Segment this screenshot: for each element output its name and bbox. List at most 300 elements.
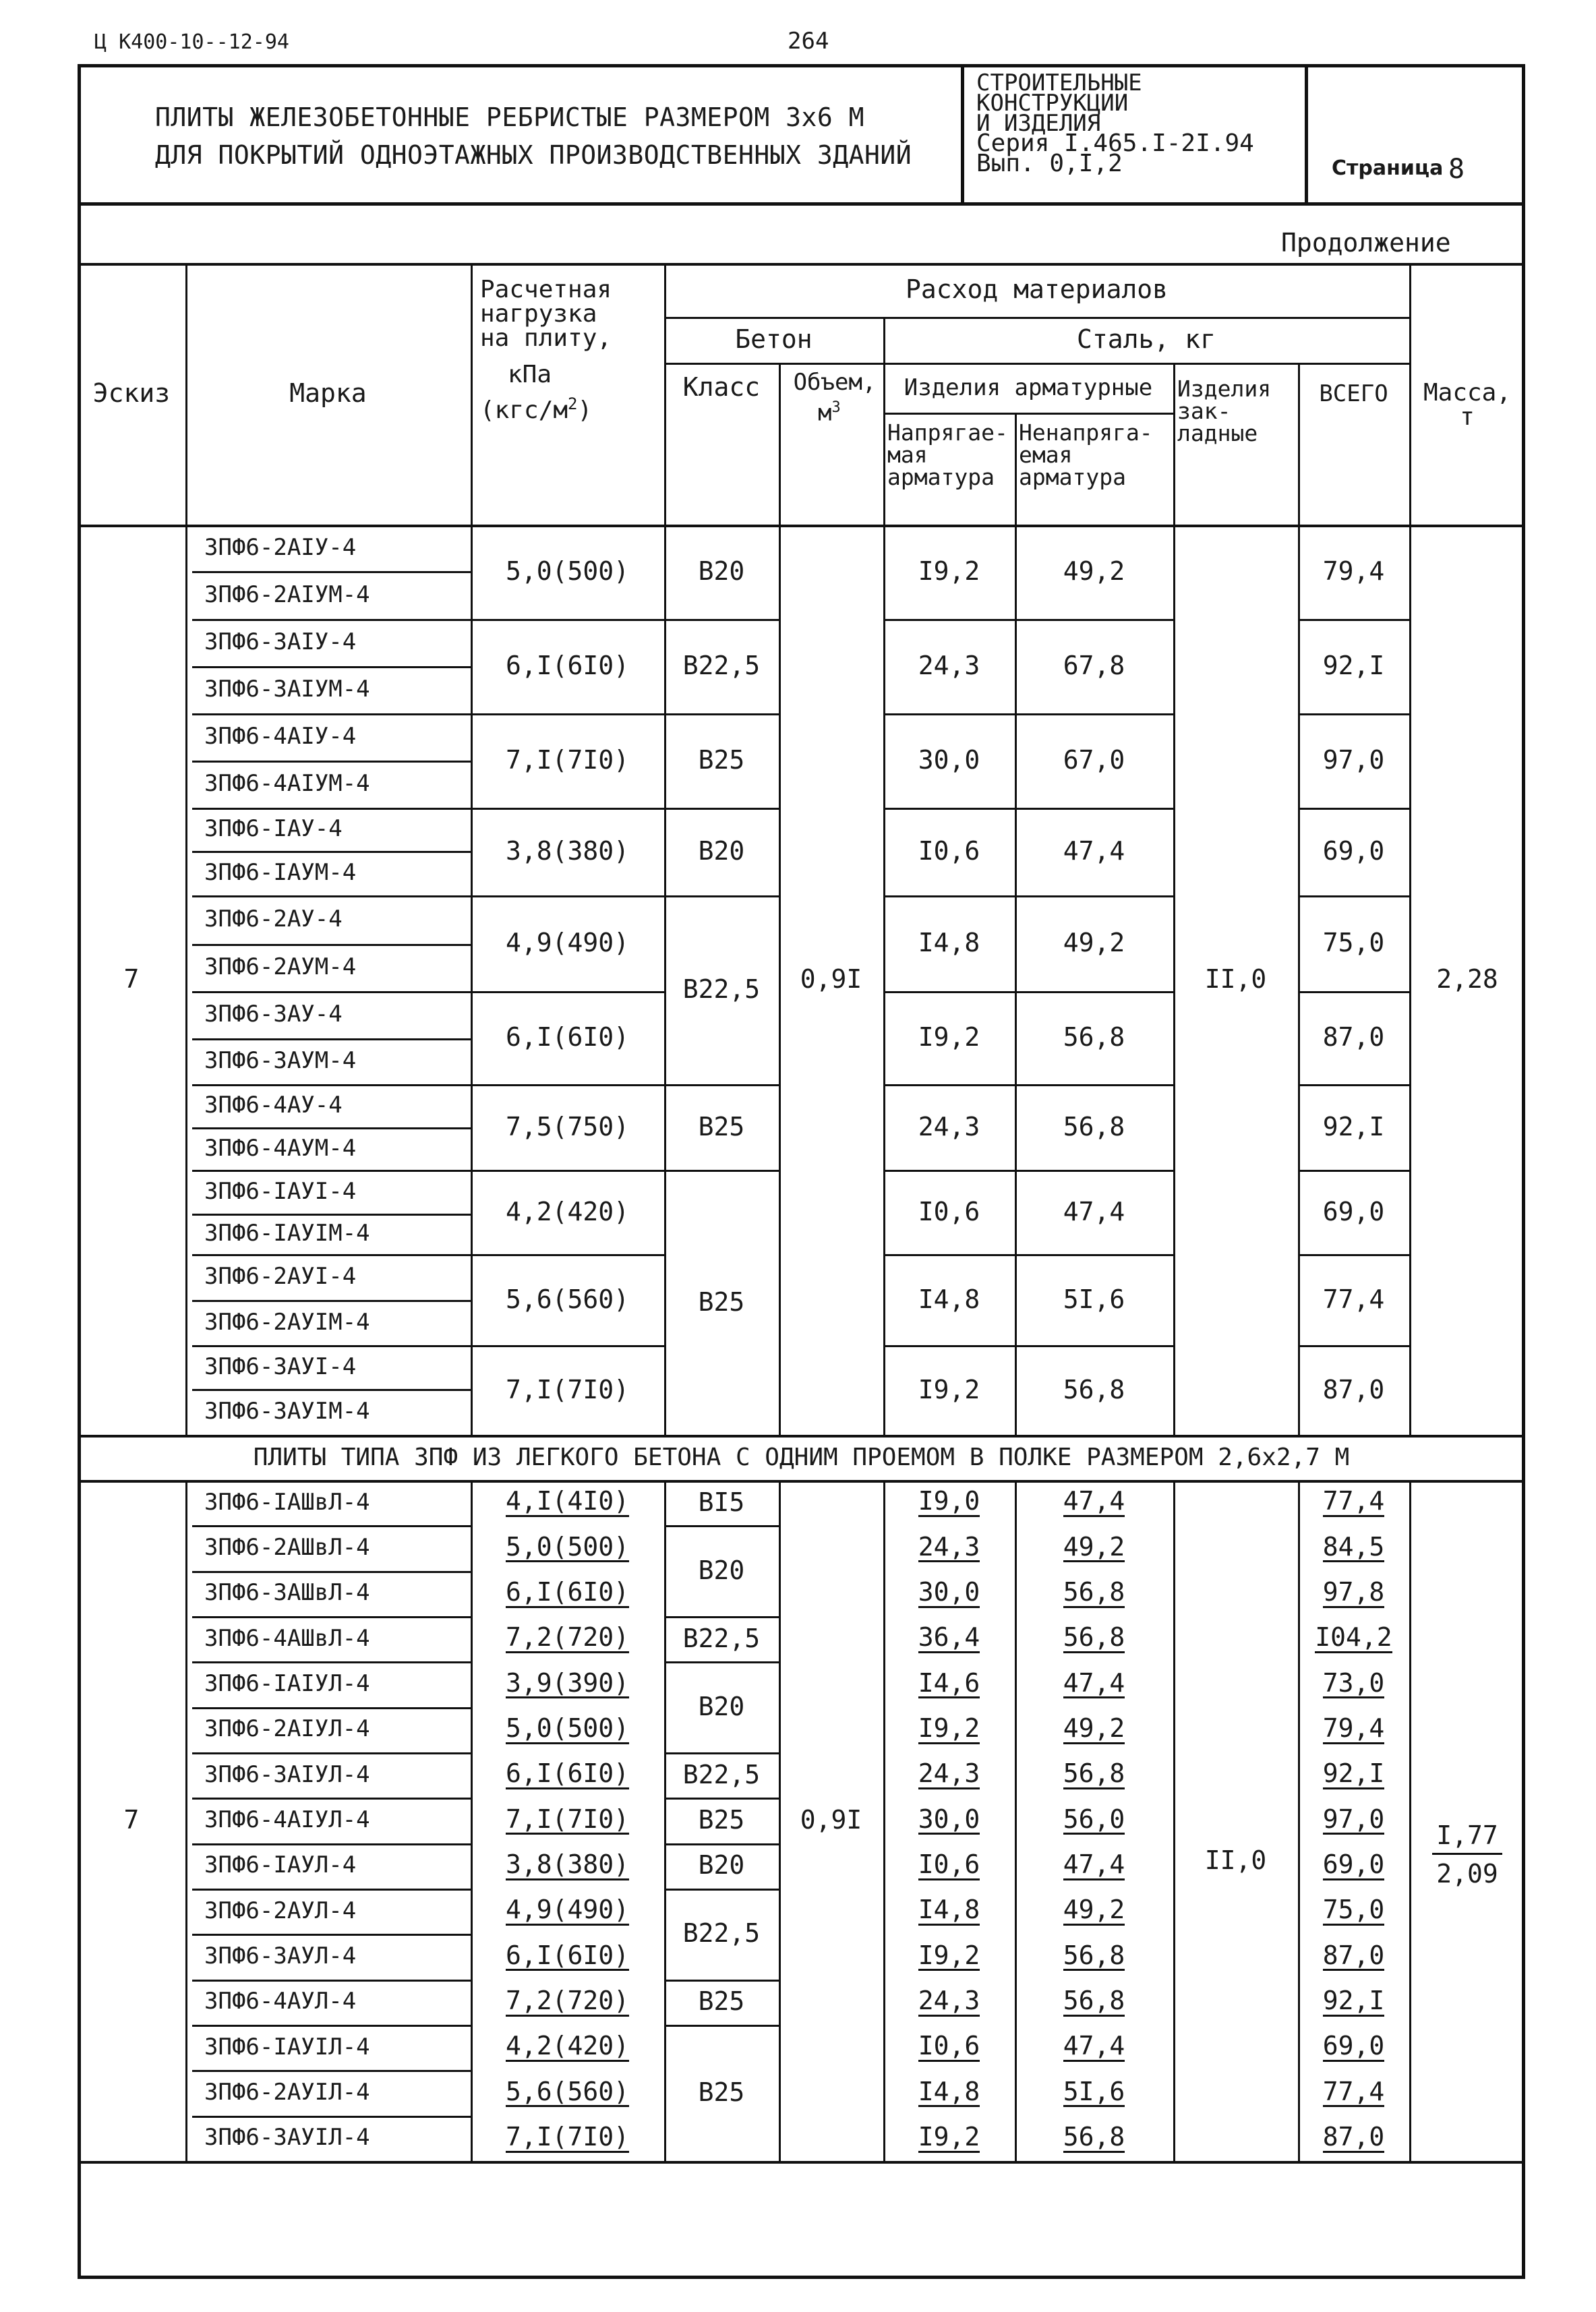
mark-code: 3ПФ6-IАУМ-4 [204, 859, 357, 887]
mark-code: 3ПФ6-4АIУМ-4 [204, 770, 370, 798]
prestressed-steel: 30,0 [918, 745, 980, 775]
header-nenapr-l1-group [1019, 421, 1174, 488]
mark-code: 3ПФ6-2АУМ-4 [204, 953, 357, 981]
total-steel-cell [1298, 991, 1409, 1084]
design-load: 6,I(6I0) [505, 1758, 630, 1789]
mark-code: 3ПФ6-4АУЛ-4 [204, 1988, 357, 2015]
mark-code: 3ПФ6-2АУЛ-4 [204, 1897, 357, 1924]
mark-code: 3ПФ6-2АIУМ-4 [204, 581, 370, 608]
prestressed-steel: I9,2 [918, 556, 980, 587]
mark-code-cell [195, 525, 467, 571]
series-number: Серия I.465.I-2I.94 [976, 129, 1254, 157]
design-load: 6,I(6I0) [505, 1022, 630, 1053]
concrete-class-cell [664, 1170, 779, 1435]
mark-code: 3ПФ6-2АIУ-4 [204, 533, 357, 561]
prestressed-steel: 36,4 [918, 1622, 980, 1653]
total-steel: 92,I [1322, 1985, 1385, 2015]
series-line2: КОНСТРУКЦИИ [976, 90, 1129, 117]
non-prestressed-steel: 49,2 [1063, 556, 1125, 587]
prestressed-steel: 24,3 [918, 1758, 980, 1789]
prestressed-steel: I4,8 [918, 1895, 980, 1925]
mark-code-cell [195, 1707, 467, 1752]
header-marka-cell [185, 263, 471, 525]
mark-code-cell [195, 1345, 467, 1389]
total-steel: 69,0 [1322, 1849, 1385, 1879]
prestressed-steel-cell [883, 1480, 1015, 1525]
non-prestressed-steel-cell [1015, 525, 1173, 619]
total-steel: 84,5 [1322, 1531, 1385, 1562]
concrete-class-cell [664, 1480, 779, 1525]
mark-code-cell [195, 1389, 467, 1435]
mark-code-cell [195, 1661, 467, 1707]
concrete-class: В20 [698, 836, 745, 866]
design-load: 4,9(490) [505, 928, 630, 958]
design-load-cell [471, 1084, 664, 1170]
header-napr-l1: Напрягае- [887, 419, 1008, 446]
non-prestressed-steel-cell [1015, 808, 1173, 895]
mark-code-cell [195, 1084, 467, 1127]
mark-code: 3ПФ6-3АУ-4 [204, 1001, 343, 1028]
mark-code-cell [195, 1170, 467, 1214]
prestressed-steel: I0,6 [918, 836, 980, 866]
total-steel-cell [1298, 1980, 1409, 2025]
prestressed-steel-cell [883, 1934, 1015, 1979]
design-load: 6,I(6I0) [505, 651, 630, 681]
non-prestressed-steel-cell [1015, 2116, 1173, 2161]
prestressed-steel-cell [883, 1525, 1015, 1570]
total-steel: 79,4 [1322, 1713, 1385, 1743]
series-line3: И ИЗДЕЛИЯ [976, 110, 1101, 137]
non-prestressed-steel-cell [1015, 1525, 1173, 1570]
header-load-kgs-close: ) [577, 396, 593, 424]
mark-code: 3ПФ6-3АУМ-4 [204, 1047, 357, 1075]
design-load-cell [471, 1170, 664, 1254]
total-steel-cell [1298, 1752, 1409, 1798]
total-steel: 87,0 [1322, 2121, 1385, 2152]
prestressed-steel-cell [883, 1616, 1015, 1661]
header-zakl-l1-group [1177, 378, 1299, 444]
prestressed-steel-cell [883, 1707, 1015, 1752]
non-prestressed-steel-cell [1015, 1254, 1173, 1345]
header-marka: Марка [289, 378, 367, 409]
header-zakl-l2: зак- [1177, 398, 1231, 424]
non-prestressed-steel: 56,8 [1063, 1985, 1125, 2015]
mark-code: 3ПФ6-4АУ-4 [204, 1092, 343, 1119]
design-load: 5,6(560) [505, 2076, 630, 2106]
total-steel-cell [1298, 1480, 1409, 1525]
design-load: 5,0(500) [505, 556, 630, 587]
section2-embedded: II,0 [1204, 1845, 1267, 1876]
mark-code: 3ПФ6-4АIУЛ-4 [204, 1806, 370, 1834]
header-massa-l1: Масса, [1423, 379, 1512, 407]
total-steel: 97,0 [1322, 745, 1385, 775]
concrete-class: В25 [698, 1286, 745, 1317]
non-prestressed-steel: 49,2 [1063, 928, 1125, 958]
design-load-cell [471, 1980, 664, 2025]
mark-code-cell [195, 1616, 467, 1661]
prestressed-steel-cell [883, 895, 1015, 991]
design-load-cell [471, 991, 664, 1084]
total-steel-cell [1298, 713, 1409, 808]
header-izdelia-arm: Изделия арматурные [904, 374, 1153, 402]
design-load-cell [471, 1525, 664, 1570]
total-steel: 77,4 [1322, 1486, 1385, 1516]
prestressed-steel: 24,3 [918, 1985, 980, 2015]
mark-code-cell [195, 991, 467, 1038]
total-steel-cell [1298, 525, 1409, 619]
concrete-class: В20 [698, 556, 745, 587]
mark-code: 3ПФ6-3АУЛ-4 [204, 1943, 357, 1970]
total-steel-cell [1298, 619, 1409, 713]
mark-code: 3ПФ6-2АШвЛ-4 [204, 1534, 370, 1562]
mark-code-cell [195, 619, 467, 666]
design-load-cell [471, 808, 664, 895]
design-load: 6,I(6I0) [505, 1940, 630, 1970]
table-rule [779, 363, 781, 525]
non-prestressed-steel-cell [1015, 2070, 1173, 2115]
design-load-cell [471, 1707, 664, 1752]
mark-code-cell [195, 1214, 467, 1254]
prestressed-steel: I4,8 [918, 1284, 980, 1314]
total-steel: 97,8 [1322, 1576, 1385, 1607]
mark-code-cell [195, 1254, 467, 1300]
non-prestressed-steel-cell [1015, 1616, 1173, 1661]
total-steel-cell [1298, 1707, 1409, 1752]
mark-code-cell [195, 761, 467, 808]
design-load-cell [471, 1843, 664, 1889]
section2-title: ПЛИТЫ ТИПА 3ПФ ИЗ ЛЕГКОГО БЕТОНА С ОДНИМ ПРОЕМОМ В ПОЛКЕ РАЗМЕРОМ 2,6х2,7 М [253, 1443, 1350, 1471]
non-prestressed-steel: 5I,6 [1063, 1284, 1125, 1314]
prestressed-steel-cell [883, 1889, 1015, 1934]
header-load-line1: Расчетная [480, 276, 612, 303]
mark-code: 3ПФ6-4АШвЛ-4 [204, 1624, 370, 1652]
total-steel-cell [1298, 1843, 1409, 1889]
total-steel: 87,0 [1322, 1940, 1385, 1970]
document-code: Ц К400-10--12-94 [94, 30, 289, 54]
prestressed-steel-cell [883, 1571, 1015, 1616]
prestressed-steel-cell [883, 713, 1015, 808]
prestressed-steel: I4,8 [918, 2076, 980, 2106]
total-steel-cell [1298, 1889, 1409, 1934]
header-klass: Класс [682, 372, 761, 403]
non-prestressed-steel: 56,8 [1063, 1622, 1125, 1653]
mark-code-cell [195, 2025, 467, 2070]
prestressed-steel-cell [883, 1798, 1015, 1843]
header-vsego-cell [1298, 364, 1409, 425]
header-napr-l3: арматура [887, 464, 995, 490]
total-steel: 75,0 [1322, 1895, 1385, 1925]
section2-embedded-cell [1173, 1520, 1298, 2201]
non-prestressed-steel: 47,4 [1063, 1667, 1125, 1698]
prestressed-steel: I4,6 [918, 1667, 980, 1698]
non-prestressed-steel-cell [1015, 991, 1173, 1084]
concrete-class-cell [664, 1752, 779, 1798]
section1-mass: 2,28 [1436, 964, 1498, 995]
design-load: 5,0(500) [505, 1713, 630, 1743]
section1-eskiz-cell [78, 525, 185, 1435]
header-load-line3: на плиту, [480, 324, 612, 352]
header-stal: Сталь, кг [1077, 324, 1216, 355]
non-prestressed-steel: 47,4 [1063, 1196, 1125, 1226]
document-title-line1: ПЛИТЫ ЖЕЛЕЗОБЕТОННЫЕ РЕБРИСТЫЕ РАЗМЕРОМ 3х6 М [155, 102, 865, 132]
header-nenapr-l2: емая [1019, 442, 1073, 468]
concrete-class: В22,5 [682, 1759, 761, 1789]
mark-code: 3ПФ6-IАШвЛ-4 [204, 1488, 370, 1516]
header-obem-m: м [818, 399, 832, 427]
mark-code-cell [195, 1480, 467, 1525]
section1-volume: 0,9I [800, 964, 862, 995]
concrete-class-cell [664, 713, 779, 808]
concrete-class: В25 [698, 1805, 745, 1835]
mark-code-cell [195, 1300, 467, 1345]
page-label: Страница [1332, 156, 1444, 180]
header-beton: Бетон [735, 324, 812, 355]
non-prestressed-steel: 47,4 [1063, 1849, 1125, 1879]
mark-code: 3ПФ6-4АIУ-4 [204, 723, 357, 750]
non-prestressed-steel-cell [1015, 1934, 1173, 1979]
prestressed-steel-cell [883, 808, 1015, 895]
concrete-class-cell [664, 1889, 779, 1980]
page-value: 8 [1448, 154, 1465, 185]
non-prestressed-steel-cell [1015, 895, 1173, 991]
section2-mass-fraction [1409, 1820, 1525, 1889]
header-load-unit: кПа [508, 361, 552, 388]
non-prestressed-steel-cell [1015, 1345, 1173, 1435]
section1-embedded: II,0 [1204, 964, 1267, 995]
prestressed-steel-cell [883, 1084, 1015, 1170]
non-prestressed-steel-cell [1015, 1980, 1173, 2025]
design-load: 7,I(7I0) [505, 1804, 630, 1834]
design-load-cell [471, 1889, 664, 1934]
total-steel-cell [1298, 1934, 1409, 1979]
prestressed-steel: I0,6 [918, 2031, 980, 2061]
header-massa-l1-group [1409, 381, 1525, 429]
prestressed-steel-cell [883, 619, 1015, 713]
design-load: 4,I(4I0) [505, 1486, 630, 1516]
mark-code-cell [195, 1752, 467, 1798]
concrete-class-cell [664, 1980, 779, 2025]
non-prestressed-steel: 56,8 [1063, 1111, 1125, 1142]
total-steel-cell [1298, 1616, 1409, 1661]
concrete-class: В20 [698, 1691, 745, 1721]
prestressed-steel: 24,3 [918, 651, 980, 681]
header-obem: Объем, [793, 369, 877, 396]
header-zakl-l1: Изделия [1177, 376, 1272, 402]
mark-code-cell [195, 571, 467, 619]
mark-code: 3ПФ6-IАУ-4 [204, 815, 343, 843]
total-steel-cell [1298, 1345, 1409, 1435]
header-obem-sup: 3 [831, 399, 841, 416]
design-load-cell [471, 1254, 664, 1345]
prestressed-steel-cell [883, 2116, 1015, 2161]
concrete-class-cell [664, 525, 779, 619]
mark-code: 3ПФ6-2АУ-4 [204, 906, 343, 933]
total-steel-cell [1298, 895, 1409, 991]
mark-code: 3ПФ6-IАУIМ-4 [204, 1220, 370, 1247]
mark-code: 3ПФ6-2АУI-4 [204, 1263, 357, 1291]
concrete-class: В22,5 [682, 974, 761, 1005]
non-prestressed-steel: 56,8 [1063, 1374, 1125, 1404]
total-steel: 69,0 [1322, 2031, 1385, 2061]
non-prestressed-steel-cell [1015, 1084, 1173, 1170]
prestressed-steel-cell [883, 991, 1015, 1084]
prestressed-steel-cell [883, 525, 1015, 619]
mark-code: 3ПФ6-3АУI-4 [204, 1353, 357, 1380]
non-prestressed-steel-cell [1015, 713, 1173, 808]
table-rule [185, 525, 187, 1435]
prestressed-steel-cell [883, 1254, 1015, 1345]
non-prestressed-steel: 47,4 [1063, 1486, 1125, 1516]
design-load-cell [471, 1752, 664, 1798]
prestressed-steel: 24,3 [918, 1111, 980, 1142]
concrete-class: ВI5 [698, 1487, 745, 1517]
total-steel: 75,0 [1322, 928, 1385, 958]
non-prestressed-steel-cell [1015, 1889, 1173, 1934]
design-load: 6,I(6I0) [505, 1576, 630, 1607]
total-steel-cell [1298, 1525, 1409, 1570]
series-issue: Вып. 0,I,2 [976, 150, 1123, 177]
header-massa-l2: т [1460, 403, 1475, 431]
section2-bottom-rule [78, 2161, 1525, 2164]
mark-code-cell [195, 944, 467, 991]
mark-code-cell [195, 1889, 467, 1934]
design-load: 3,9(390) [505, 1667, 630, 1698]
mark-code-cell [195, 1934, 467, 1979]
non-prestressed-steel: 67,0 [1063, 745, 1125, 775]
prestressed-steel-cell [883, 1661, 1015, 1707]
design-load-cell [471, 1934, 664, 1979]
mark-code: 3ПФ6-IАУЛ-4 [204, 1851, 357, 1879]
design-load: 7,I(7I0) [505, 2121, 630, 2152]
non-prestressed-steel: 67,8 [1063, 651, 1125, 681]
design-load-cell [471, 525, 664, 619]
total-steel: 97,0 [1322, 1804, 1385, 1834]
prestressed-steel: I9,2 [918, 1940, 980, 1970]
section1-embedded-cell [1173, 525, 1298, 1435]
total-steel-cell [1298, 808, 1409, 895]
series-line1: СТРОИТЕЛЬНЫЕ [976, 69, 1142, 96]
mark-code-cell [195, 2116, 467, 2161]
design-load: 5,0(500) [505, 1531, 630, 1562]
design-load-cell [471, 619, 664, 713]
non-prestressed-steel-cell [1015, 1480, 1173, 1525]
prestressed-steel: 30,0 [918, 1804, 980, 1834]
concrete-class: В22,5 [682, 1623, 761, 1653]
mark-code: 3ПФ6-2АУIМ-4 [204, 1308, 370, 1336]
non-prestressed-steel: 56,8 [1063, 1758, 1125, 1789]
top-page-number: 264 [788, 28, 829, 55]
header-obem-unit [818, 399, 841, 426]
header-izdelia-arm-cell [883, 364, 1173, 413]
continuation-label: Продолжение [1281, 228, 1451, 258]
mark-code-cell [195, 1843, 467, 1889]
header-zakl-l3: ладные [1177, 420, 1258, 446]
mark-code-cell [195, 666, 467, 713]
mark-code: 3ПФ6-IАУI-4 [204, 1177, 357, 1205]
section1-volume-cell [779, 525, 883, 1435]
section2-mass-bottom: 2,09 [1436, 1859, 1498, 1889]
concrete-class-cell [664, 1084, 779, 1170]
design-load: 5,6(560) [505, 1284, 630, 1314]
prestressed-steel: 24,3 [918, 1531, 980, 1562]
non-prestressed-steel-cell [1015, 2025, 1173, 2070]
total-steel: 92,I [1322, 1111, 1385, 1142]
table-rule [471, 263, 473, 525]
section1-mass-cell [1409, 525, 1525, 1435]
table-rule [185, 1480, 187, 2161]
total-steel: 87,0 [1322, 1374, 1385, 1404]
total-steel-cell [1298, 1170, 1409, 1254]
prestressed-steel: I0,6 [918, 1196, 980, 1226]
header-load-line1-group [480, 278, 662, 351]
total-steel: 87,0 [1322, 1022, 1385, 1053]
design-load: 7,5(750) [505, 1111, 630, 1142]
document-title-line2: ДЛЯ ПОКРЫТИЙ ОДНОЭТАЖНЫХ ПРОИЗВОДСТВЕННЫХ ЗДАНИЙ [155, 140, 912, 170]
design-load-cell [471, 1616, 664, 1661]
concrete-class: В20 [698, 1555, 745, 1585]
concrete-class: В22,5 [682, 1918, 761, 1949]
concrete-class: В25 [698, 745, 745, 775]
mark-code-cell [195, 713, 467, 761]
design-load-cell [471, 895, 664, 991]
prestressed-steel: I9,0 [918, 1486, 980, 1516]
total-steel: 92,I [1322, 1758, 1385, 1789]
header-stal-cell [883, 317, 1409, 363]
mark-code: 3ПФ6-3АУIМ-4 [204, 1398, 370, 1425]
concrete-class-cell [664, 1661, 779, 1752]
design-load-cell [471, 2116, 664, 2161]
non-prestressed-steel-cell [1015, 1170, 1173, 1254]
design-load: 7,I(7I0) [505, 745, 630, 775]
non-prestressed-steel-cell [1015, 1752, 1173, 1798]
design-load-cell [471, 713, 664, 808]
header-obem-group [784, 371, 885, 394]
header-load-line2: нагрузка [480, 300, 597, 328]
total-steel-cell [1298, 1661, 1409, 1707]
total-steel: 77,4 [1322, 2076, 1385, 2106]
non-prestressed-steel: 56,0 [1063, 1804, 1125, 1834]
mark-code-cell [195, 1525, 467, 1570]
mark-code-cell [195, 1127, 467, 1170]
non-prestressed-steel-cell [1015, 619, 1173, 713]
mark-code: 3ПФ6-IАУIЛ-4 [204, 2033, 370, 2061]
non-prestressed-steel-cell [1015, 1571, 1173, 1616]
mark-code-cell [195, 851, 467, 895]
section1-eskiz: 7 [123, 964, 140, 995]
mark-code: 3ПФ6-3АIУЛ-4 [204, 1760, 370, 1788]
concrete-class: В25 [698, 1111, 745, 1142]
header-napr-l1-group [887, 421, 1015, 488]
prestressed-steel-cell [883, 1843, 1015, 1889]
total-steel: 69,0 [1322, 836, 1385, 866]
section2-mass-top: I,77 [1432, 1820, 1502, 1855]
header-nenapr-l1: Ненапряга- [1019, 419, 1153, 446]
mark-code: 3ПФ6-3АIУ-4 [204, 628, 357, 656]
section2-title-cell [78, 1435, 1525, 1480]
non-prestressed-steel-cell [1015, 1707, 1173, 1752]
total-steel: 92,I [1322, 651, 1385, 681]
design-load: 7,2(720) [505, 1622, 630, 1653]
concrete-class: В25 [698, 1986, 745, 2017]
design-load-cell [471, 2070, 664, 2115]
non-prestressed-steel: 47,4 [1063, 836, 1125, 866]
mark-code-cell [195, 1980, 467, 2025]
prestressed-steel: I4,8 [918, 928, 980, 958]
total-steel: 69,0 [1322, 1196, 1385, 1226]
prestressed-steel-cell [883, 1980, 1015, 2025]
mark-code: 3ПФ6-3АШвЛ-4 [204, 1579, 370, 1607]
mark-code: 3ПФ6-3АУIЛ-4 [204, 2124, 370, 2152]
